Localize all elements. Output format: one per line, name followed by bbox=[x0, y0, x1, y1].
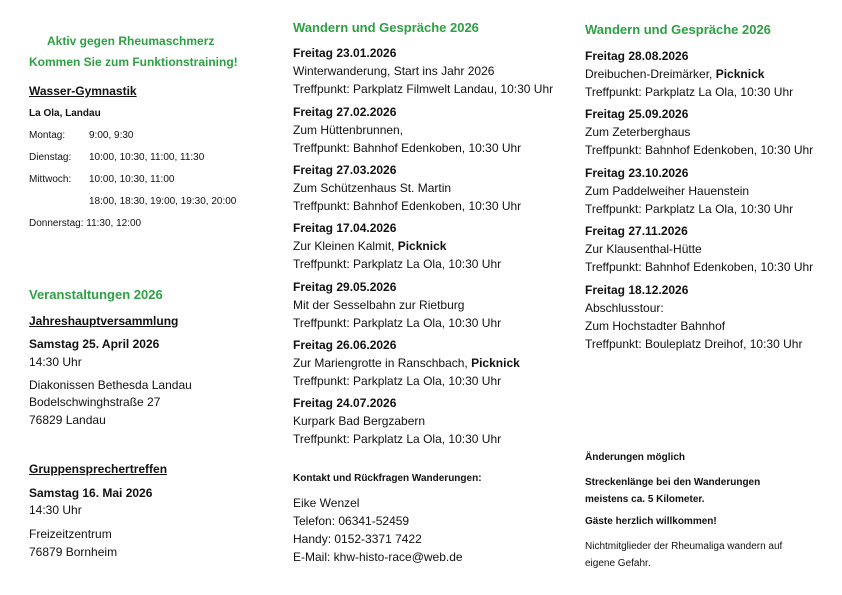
tour-meeting-point: Treffpunkt: Parkplatz La Ola, 10:30 Uhr bbox=[293, 257, 502, 271]
contact-name: Eike Wenzel bbox=[293, 496, 360, 510]
tour-meeting-point: Treffpunkt: Parkplatz La Ola, 10:30 Uhr bbox=[293, 432, 502, 446]
tour-date: Freitag 27.03.2026 bbox=[293, 163, 397, 177]
tour-desc: Dreibuchen-Dreimärker, bbox=[585, 67, 716, 81]
events-title: Veranstaltungen 2026 bbox=[29, 287, 163, 302]
note-nonmembers bbox=[585, 538, 782, 572]
tour-desc: Winterwanderung, Start ins Jahr 2026 bbox=[293, 64, 495, 78]
tour-entry bbox=[293, 278, 501, 332]
headline-line-1: Aktiv gegen Rheumaschmerz bbox=[47, 34, 215, 48]
schedule-day: Montag: bbox=[29, 130, 66, 141]
tour-date: Freitag 24.07.2026 bbox=[293, 396, 397, 410]
event-address-line: 76879 Bornheim bbox=[29, 545, 118, 559]
note-guests: Gäste herzlich willkommen! bbox=[585, 516, 717, 527]
event-address-line: Diakonissen Bethesda Landau bbox=[29, 378, 192, 392]
schedule-times: 10:00, 10:30, 11:00, 11:30 bbox=[89, 152, 205, 163]
note-distance-line: meistens ca. 5 Kilometer. bbox=[585, 494, 705, 505]
tour-date: Freitag 27.11.2026 bbox=[585, 224, 688, 238]
event-date: Samstag 25. April 2026 bbox=[29, 337, 160, 351]
tour-date: Freitag 18.12.2026 bbox=[585, 283, 689, 297]
schedule-times: 9:00, 9:30 bbox=[89, 130, 134, 141]
tour-meeting-point: Treffpunkt: Parkplatz La Ola, 10:30 Uhr bbox=[293, 316, 502, 330]
tour-entry bbox=[293, 161, 521, 215]
tour-date: Freitag 29.05.2026 bbox=[293, 280, 397, 294]
tour-meeting-point: Treffpunkt: Parkplatz Filmwelt Landau, 10:30 Uhr bbox=[293, 82, 554, 96]
tour-desc: Zur Kleinen Kalmit, bbox=[293, 239, 398, 253]
tour-desc: Zur Mariengrotte in Ranschbach, bbox=[293, 356, 472, 370]
schedule-times: 18:00, 18:30, 19:00, 19:30, 20:00 bbox=[89, 196, 237, 207]
tour-meeting-point: Treffpunkt: Parkplatz La Ola, 10:30 Uhr bbox=[585, 202, 794, 216]
schedule-day: Mittwoch: bbox=[29, 174, 72, 185]
tour-desc: Zum Zeterberghaus bbox=[585, 125, 691, 139]
tour-desc: Zum Schützenhaus St. Martin bbox=[293, 181, 452, 195]
tour-date: Freitag 25.09.2026 bbox=[585, 107, 689, 121]
tour-desc: Mit der Sesselbahn zur Rietburg bbox=[293, 298, 465, 312]
note-distance bbox=[585, 474, 760, 508]
contact-phone: Telefon: 06341-52459 bbox=[293, 514, 410, 528]
contact-mobile: Handy: 0152-3371 7422 bbox=[293, 532, 422, 546]
tour-desc: Abschlusstour: bbox=[585, 301, 664, 315]
note-changes: Änderungen möglich bbox=[585, 452, 685, 463]
schedule-day: Dienstag: bbox=[29, 152, 72, 163]
hikes-title: Wandern und Gespräche 2026 bbox=[293, 20, 479, 35]
tour-desc: Zur Klausenthal-Hütte bbox=[585, 242, 702, 256]
tour-meeting-point: Treffpunkt: Bahnhof Edenkoben, 10:30 Uhr bbox=[585, 260, 814, 274]
tour-meeting-point: Treffpunkt: Parkplatz La Ola, 10:30 Uhr bbox=[293, 374, 502, 388]
event-time: 14:30 Uhr bbox=[29, 503, 82, 517]
tour-meeting-point: Treffpunkt: Parkplatz La Ola, 10:30 Uhr bbox=[585, 85, 794, 99]
tour-meeting-point: Treffpunkt: Bouleplatz Dreihof, 10:30 Uhr bbox=[585, 337, 803, 351]
note-nonmembers-line: Nichtmitglieder der Rheumaliga wandern auf bbox=[585, 541, 783, 552]
headline-line-2: Kommen Sie zum Funktionstraining! bbox=[29, 55, 238, 69]
event-date: Samstag 16. Mai 2026 bbox=[29, 486, 153, 500]
tour-entry bbox=[585, 105, 813, 159]
tour-meeting-point: Treffpunkt: Bahnhof Edenkoben, 10:30 Uhr bbox=[293, 141, 522, 155]
event-time: 14:30 Uhr bbox=[29, 355, 82, 369]
tour-entry bbox=[585, 47, 793, 101]
contact-details bbox=[293, 494, 463, 566]
gymnastics-venue: La Ola, Landau bbox=[29, 108, 101, 119]
event-title: Gruppensprechertreffen bbox=[29, 462, 168, 476]
tour-entry bbox=[585, 222, 813, 276]
event-address-line: 76829 Landau bbox=[29, 413, 106, 427]
tour-entry bbox=[585, 164, 793, 218]
tour-date: Freitag 17.04.2026 bbox=[293, 221, 397, 235]
tour-date: Freitag 23.01.2026 bbox=[293, 46, 397, 60]
tour-date: Freitag 26.06.2026 bbox=[293, 338, 397, 352]
note-distance-line: Streckenlänge bei den Wanderungen bbox=[585, 477, 761, 488]
tour-desc: Kurpark Bad Bergzabern bbox=[293, 414, 426, 428]
tour-desc-bold: Picknick bbox=[397, 239, 447, 253]
tour-entry-final bbox=[585, 281, 802, 353]
tour-date: Freitag 23.10.2026 bbox=[585, 166, 689, 180]
contact-title: Kontakt und Rückfragen Wanderungen: bbox=[293, 473, 482, 484]
tour-desc: Zum Hüttenbrunnen, bbox=[293, 123, 404, 137]
gymnastics-title: Wasser-Gymnastik bbox=[29, 84, 137, 98]
note-nonmembers-line: eigene Gefahr. bbox=[585, 558, 651, 569]
tour-desc: Zum Hochstadter Bahnhof bbox=[585, 319, 726, 333]
tour-entry bbox=[293, 394, 501, 448]
hikes-title: Wandern und Gespräche 2026 bbox=[585, 22, 771, 37]
tour-entry bbox=[293, 103, 521, 157]
contact-email[interactable]: E-Mail: khw-histo-race@web.de bbox=[293, 550, 463, 564]
schedule-day: Donnerstag: 11:30, 12:00 bbox=[29, 218, 142, 229]
schedule-times: 10:00, 10:30, 11:00 bbox=[89, 174, 175, 185]
tour-desc-bold: Picknick bbox=[715, 67, 765, 81]
tour-desc-bold: Picknick bbox=[471, 356, 520, 370]
tour-meeting-point: Treffpunkt: Bahnhof Edenkoben, 10:30 Uhr bbox=[293, 199, 522, 213]
tour-desc: Zum Paddelweiher Hauenstein bbox=[585, 184, 750, 198]
tour-entry bbox=[293, 336, 520, 390]
tour-entry bbox=[293, 44, 553, 98]
tour-date: Freitag 27.02.2026 bbox=[293, 105, 397, 119]
tour-entry bbox=[293, 219, 501, 273]
event-address-line: Freizeitzentrum bbox=[29, 527, 112, 541]
tour-date: Freitag 28.08.2026 bbox=[585, 49, 689, 63]
tour-meeting-point: Treffpunkt: Bahnhof Edenkoben, 10:30 Uhr bbox=[585, 143, 814, 157]
event-address-line: Bodelschwinghstraße 27 bbox=[29, 395, 161, 409]
event-title: Jahreshauptversammlung bbox=[29, 314, 179, 328]
